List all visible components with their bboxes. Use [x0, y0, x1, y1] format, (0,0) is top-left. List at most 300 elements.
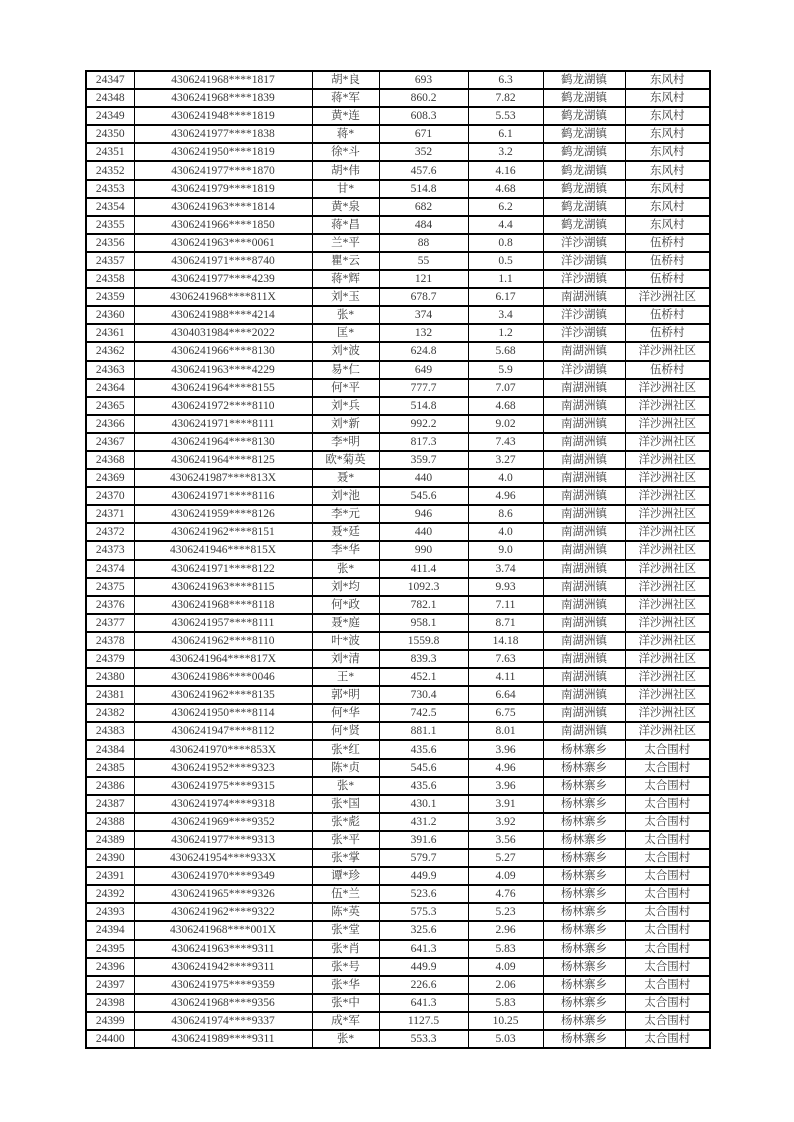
rate-cell: 3.96 — [468, 740, 543, 758]
id-number-cell: 4306241952****9323 — [134, 759, 312, 777]
name-cell: 张* — [312, 1030, 379, 1048]
amount-cell: 121 — [379, 270, 468, 288]
village-cell: 洋沙洲社区 — [625, 523, 710, 541]
serial-cell: 24385 — [86, 759, 134, 777]
town-cell: 南湖洲镇 — [543, 614, 625, 632]
village-cell: 洋沙洲社区 — [625, 614, 710, 632]
name-cell: 刘*波 — [312, 342, 379, 360]
serial-cell: 24361 — [86, 324, 134, 342]
name-cell: 蒋* — [312, 125, 379, 143]
id-number-cell: 4306241970****853X — [134, 740, 312, 758]
rate-cell: 4.4 — [468, 216, 543, 234]
village-cell: 东风村 — [625, 125, 710, 143]
id-number-cell: 4306241942****9311 — [134, 958, 312, 976]
table-row — [86, 415, 710, 433]
table-row — [86, 867, 710, 885]
table-row — [86, 777, 710, 795]
rate-cell: 4.16 — [468, 161, 543, 179]
village-cell: 东风村 — [625, 216, 710, 234]
amount-cell: 958.1 — [379, 614, 468, 632]
town-cell: 南湖洲镇 — [543, 342, 625, 360]
rate-cell: 4.96 — [468, 759, 543, 777]
amount-cell: 579.7 — [379, 849, 468, 867]
rate-cell: 4.68 — [468, 397, 543, 415]
town-cell: 南湖洲镇 — [543, 523, 625, 541]
serial-cell: 24351 — [86, 143, 134, 161]
rate-cell: 7.82 — [468, 89, 543, 107]
id-number-cell: 4306241966****1850 — [134, 216, 312, 234]
name-cell: 张* — [312, 306, 379, 324]
town-cell: 南湖洲镇 — [543, 596, 625, 614]
town-cell: 洋沙湖镇 — [543, 361, 625, 379]
id-number-cell: 4306241989****9311 — [134, 1030, 312, 1048]
village-cell: 太合围村 — [625, 795, 710, 813]
table-row — [86, 216, 710, 234]
id-number-cell: 4306241964****817X — [134, 650, 312, 668]
amount-cell: 946 — [379, 505, 468, 523]
id-number-cell: 4306241957****8111 — [134, 614, 312, 632]
rate-cell: 3.4 — [468, 306, 543, 324]
village-cell: 东风村 — [625, 89, 710, 107]
id-number-cell: 4306241963****1814 — [134, 198, 312, 216]
serial-cell: 24375 — [86, 578, 134, 596]
town-cell: 杨林寨乡 — [543, 885, 625, 903]
village-cell: 太合围村 — [625, 831, 710, 849]
id-number-cell: 4306241950****8114 — [134, 704, 312, 722]
town-cell: 南湖洲镇 — [543, 632, 625, 650]
name-cell: 何*华 — [312, 704, 379, 722]
serial-cell: 24386 — [86, 777, 134, 795]
table-row — [86, 270, 710, 288]
id-number-cell: 4304031984****2022 — [134, 324, 312, 342]
rate-cell: 4.68 — [468, 180, 543, 198]
id-number-cell: 4306241977****9313 — [134, 831, 312, 849]
table-row — [86, 143, 710, 161]
town-cell: 杨林寨乡 — [543, 1030, 625, 1048]
village-cell: 伍桥村 — [625, 234, 710, 252]
town-cell: 南湖洲镇 — [543, 541, 625, 559]
serial-cell: 24381 — [86, 686, 134, 704]
serial-cell: 24366 — [86, 415, 134, 433]
name-cell: 胡*良 — [312, 71, 379, 89]
village-cell: 洋沙洲社区 — [625, 288, 710, 306]
village-cell: 洋沙洲社区 — [625, 686, 710, 704]
name-cell: 张*中 — [312, 994, 379, 1012]
id-number-cell: 4306241962****9322 — [134, 903, 312, 921]
table-row — [86, 831, 710, 849]
table-row — [86, 940, 710, 958]
rate-cell: 4.0 — [468, 523, 543, 541]
rate-cell: 6.75 — [468, 704, 543, 722]
rate-cell: 5.83 — [468, 940, 543, 958]
table-row — [86, 505, 710, 523]
name-cell: 张* — [312, 777, 379, 795]
amount-cell: 457.6 — [379, 161, 468, 179]
table-row — [86, 740, 710, 758]
table-row — [86, 722, 710, 740]
table-row — [86, 596, 710, 614]
town-cell: 洋沙湖镇 — [543, 234, 625, 252]
village-cell: 太合围村 — [625, 994, 710, 1012]
serial-cell: 24354 — [86, 198, 134, 216]
id-number-cell: 4306241972****8110 — [134, 397, 312, 415]
table-row — [86, 759, 710, 777]
amount-cell: 881.1 — [379, 722, 468, 740]
rate-cell: 5.68 — [468, 342, 543, 360]
id-number-cell: 4306241968****1839 — [134, 89, 312, 107]
village-cell: 太合围村 — [625, 976, 710, 994]
table-row — [86, 469, 710, 487]
amount-cell: 440 — [379, 469, 468, 487]
rate-cell: 4.11 — [468, 668, 543, 686]
amount-cell: 990 — [379, 541, 468, 559]
amount-cell: 545.6 — [379, 759, 468, 777]
name-cell: 何*贤 — [312, 722, 379, 740]
table-row — [86, 578, 710, 596]
table-row — [86, 180, 710, 198]
id-number-cell: 4306241987****813X — [134, 469, 312, 487]
rate-cell: 7.63 — [468, 650, 543, 668]
amount-cell: 678.7 — [379, 288, 468, 306]
serial-cell: 24393 — [86, 903, 134, 921]
rate-cell: 7.43 — [468, 433, 543, 451]
id-number-cell: 4306241963****9311 — [134, 940, 312, 958]
amount-cell: 430.1 — [379, 795, 468, 813]
town-cell: 杨林寨乡 — [543, 849, 625, 867]
name-cell: 甘* — [312, 180, 379, 198]
amount-cell: 449.9 — [379, 867, 468, 885]
name-cell: 何*平 — [312, 379, 379, 397]
town-cell: 南湖洲镇 — [543, 487, 625, 505]
village-cell: 伍桥村 — [625, 324, 710, 342]
table-row — [86, 252, 710, 270]
serial-cell: 24373 — [86, 541, 134, 559]
village-cell: 洋沙洲社区 — [625, 487, 710, 505]
name-cell: 黄*泉 — [312, 198, 379, 216]
name-cell: 谭*珍 — [312, 867, 379, 885]
town-cell: 南湖洲镇 — [543, 686, 625, 704]
name-cell: 聂*廷 — [312, 523, 379, 541]
village-cell: 太合围村 — [625, 740, 710, 758]
amount-cell: 682 — [379, 198, 468, 216]
serial-cell: 24384 — [86, 740, 134, 758]
serial-cell: 24378 — [86, 632, 134, 650]
village-cell: 东风村 — [625, 180, 710, 198]
id-number-cell: 4306241962****8110 — [134, 632, 312, 650]
table-row — [86, 885, 710, 903]
table-row — [86, 813, 710, 831]
village-cell: 洋沙洲社区 — [625, 415, 710, 433]
table-row — [86, 994, 710, 1012]
rate-cell: 14.18 — [468, 632, 543, 650]
serial-cell: 24355 — [86, 216, 134, 234]
table-row — [86, 614, 710, 632]
name-cell: 郭*明 — [312, 686, 379, 704]
town-cell: 南湖洲镇 — [543, 505, 625, 523]
amount-cell: 226.6 — [379, 976, 468, 994]
amount-cell: 411.4 — [379, 560, 468, 578]
rate-cell: 0.8 — [468, 234, 543, 252]
town-cell: 鹤龙湖镇 — [543, 89, 625, 107]
rate-cell: 9.93 — [468, 578, 543, 596]
village-cell: 太合围村 — [625, 885, 710, 903]
id-number-cell: 4306241977****1870 — [134, 161, 312, 179]
amount-cell: 671 — [379, 125, 468, 143]
village-cell: 太合围村 — [625, 849, 710, 867]
id-number-cell: 4306241959****8126 — [134, 505, 312, 523]
rate-cell: 9.0 — [468, 541, 543, 559]
village-cell: 太合围村 — [625, 813, 710, 831]
name-cell: 瞿*云 — [312, 252, 379, 270]
serial-cell: 24383 — [86, 722, 134, 740]
village-cell: 洋沙洲社区 — [625, 433, 710, 451]
rate-cell: 4.09 — [468, 958, 543, 976]
serial-cell: 24395 — [86, 940, 134, 958]
name-cell: 刘*新 — [312, 415, 379, 433]
amount-cell: 860.2 — [379, 89, 468, 107]
town-cell: 鹤龙湖镇 — [543, 161, 625, 179]
village-cell: 太合围村 — [625, 777, 710, 795]
name-cell: 张*国 — [312, 795, 379, 813]
serial-cell: 24349 — [86, 107, 134, 125]
name-cell: 蒋*昌 — [312, 216, 379, 234]
town-cell: 洋沙湖镇 — [543, 270, 625, 288]
serial-cell: 24389 — [86, 831, 134, 849]
name-cell: 王* — [312, 668, 379, 686]
village-cell: 洋沙洲社区 — [625, 397, 710, 415]
table-row — [86, 849, 710, 867]
table-row — [86, 71, 710, 89]
table-row — [86, 487, 710, 505]
rate-cell: 3.92 — [468, 813, 543, 831]
id-number-cell: 4306241965****9326 — [134, 885, 312, 903]
village-cell: 伍桥村 — [625, 361, 710, 379]
table-row — [86, 1030, 710, 1048]
name-cell: 刘*玉 — [312, 288, 379, 306]
table-row — [86, 650, 710, 668]
village-cell: 伍桥村 — [625, 306, 710, 324]
amount-cell: 435.6 — [379, 740, 468, 758]
table-row — [86, 107, 710, 125]
serial-cell: 24399 — [86, 1012, 134, 1030]
rate-cell: 3.2 — [468, 143, 543, 161]
amount-cell: 352 — [379, 143, 468, 161]
id-number-cell: 4306241946****815X — [134, 541, 312, 559]
rate-cell: 3.74 — [468, 560, 543, 578]
village-cell: 洋沙洲社区 — [625, 342, 710, 360]
town-cell: 南湖洲镇 — [543, 379, 625, 397]
town-cell: 南湖洲镇 — [543, 397, 625, 415]
name-cell: 聂* — [312, 469, 379, 487]
name-cell: 胡*伟 — [312, 161, 379, 179]
table-row — [86, 306, 710, 324]
name-cell: 张*彪 — [312, 813, 379, 831]
name-cell: 兰*平 — [312, 234, 379, 252]
rate-cell: 8.71 — [468, 614, 543, 632]
village-cell: 太合围村 — [625, 940, 710, 958]
name-cell: 张*掌 — [312, 849, 379, 867]
amount-cell: 553.3 — [379, 1030, 468, 1048]
amount-cell: 545.6 — [379, 487, 468, 505]
amount-cell: 624.8 — [379, 342, 468, 360]
town-cell: 南湖洲镇 — [543, 469, 625, 487]
name-cell: 张*平 — [312, 831, 379, 849]
serial-cell: 24390 — [86, 849, 134, 867]
name-cell: 黄*连 — [312, 107, 379, 125]
town-cell: 杨林寨乡 — [543, 831, 625, 849]
table-body — [86, 71, 710, 1048]
id-number-cell: 4306241963****0061 — [134, 234, 312, 252]
village-cell: 洋沙洲社区 — [625, 560, 710, 578]
serial-cell: 24376 — [86, 596, 134, 614]
name-cell: 叶*波 — [312, 632, 379, 650]
table-row — [86, 668, 710, 686]
table-row — [86, 361, 710, 379]
serial-cell: 24356 — [86, 234, 134, 252]
table-row — [86, 324, 710, 342]
amount-cell: 523.6 — [379, 885, 468, 903]
amount-cell: 431.2 — [379, 813, 468, 831]
rate-cell: 10.25 — [468, 1012, 543, 1030]
serial-cell: 24365 — [86, 397, 134, 415]
id-number-cell: 4306241968****1817 — [134, 71, 312, 89]
serial-cell: 24368 — [86, 451, 134, 469]
village-cell: 洋沙洲社区 — [625, 541, 710, 559]
table-row — [86, 234, 710, 252]
id-number-cell: 4306241948****1819 — [134, 107, 312, 125]
table-row — [86, 523, 710, 541]
name-cell: 伍*兰 — [312, 885, 379, 903]
serial-cell: 24388 — [86, 813, 134, 831]
town-cell: 鹤龙湖镇 — [543, 71, 625, 89]
table-row — [86, 198, 710, 216]
id-number-cell: 4306241954****933X — [134, 849, 312, 867]
rate-cell: 0.5 — [468, 252, 543, 270]
rate-cell: 5.83 — [468, 994, 543, 1012]
town-cell: 杨林寨乡 — [543, 867, 625, 885]
town-cell: 南湖洲镇 — [543, 722, 625, 740]
town-cell: 洋沙湖镇 — [543, 252, 625, 270]
amount-cell: 514.8 — [379, 397, 468, 415]
name-cell: 刘*池 — [312, 487, 379, 505]
name-cell: 张*华 — [312, 976, 379, 994]
rate-cell: 6.3 — [468, 71, 543, 89]
rate-cell: 8.01 — [468, 722, 543, 740]
town-cell: 鹤龙湖镇 — [543, 180, 625, 198]
name-cell: 李*明 — [312, 433, 379, 451]
rate-cell: 2.96 — [468, 921, 543, 939]
rate-cell: 8.6 — [468, 505, 543, 523]
town-cell: 杨林寨乡 — [543, 795, 625, 813]
name-cell: 徐*斗 — [312, 143, 379, 161]
serial-cell: 24359 — [86, 288, 134, 306]
id-number-cell: 4306241986****0046 — [134, 668, 312, 686]
village-cell: 洋沙洲社区 — [625, 451, 710, 469]
table-row — [86, 1012, 710, 1030]
serial-cell: 24400 — [86, 1030, 134, 1048]
rate-cell: 3.27 — [468, 451, 543, 469]
town-cell: 杨林寨乡 — [543, 1012, 625, 1030]
serial-cell: 24374 — [86, 560, 134, 578]
table-row — [86, 288, 710, 306]
village-cell: 洋沙洲社区 — [625, 469, 710, 487]
village-cell: 伍桥村 — [625, 252, 710, 270]
village-cell: 太合围村 — [625, 1012, 710, 1030]
id-number-cell: 4306241974****9337 — [134, 1012, 312, 1030]
name-cell: 刘*兵 — [312, 397, 379, 415]
rate-cell: 3.56 — [468, 831, 543, 849]
rate-cell: 6.2 — [468, 198, 543, 216]
village-cell: 洋沙洲社区 — [625, 668, 710, 686]
serial-cell: 24380 — [86, 668, 134, 686]
amount-cell: 839.3 — [379, 650, 468, 668]
table-row — [86, 958, 710, 976]
rate-cell: 4.96 — [468, 487, 543, 505]
id-number-cell: 4306241950****1819 — [134, 143, 312, 161]
serial-cell: 24353 — [86, 180, 134, 198]
village-cell: 太合围村 — [625, 1030, 710, 1048]
amount-cell: 1559.8 — [379, 632, 468, 650]
serial-cell: 24379 — [86, 650, 134, 668]
village-cell: 太合围村 — [625, 958, 710, 976]
rate-cell: 7.07 — [468, 379, 543, 397]
amount-cell: 1127.5 — [379, 1012, 468, 1030]
id-number-cell: 4306241974****9318 — [134, 795, 312, 813]
rate-cell: 5.03 — [468, 1030, 543, 1048]
serial-cell: 24398 — [86, 994, 134, 1012]
town-cell: 杨林寨乡 — [543, 994, 625, 1012]
name-cell: 刘*均 — [312, 578, 379, 596]
amount-cell: 325.6 — [379, 921, 468, 939]
village-cell: 洋沙洲社区 — [625, 632, 710, 650]
rate-cell: 5.53 — [468, 107, 543, 125]
amount-cell: 132 — [379, 324, 468, 342]
name-cell: 欧*菊英 — [312, 451, 379, 469]
table-row — [86, 704, 710, 722]
amount-cell: 992.2 — [379, 415, 468, 433]
rate-cell: 5.9 — [468, 361, 543, 379]
serial-cell: 24397 — [86, 976, 134, 994]
serial-cell: 24367 — [86, 433, 134, 451]
id-number-cell: 4306241969****9352 — [134, 813, 312, 831]
id-number-cell: 4306241979****1819 — [134, 180, 312, 198]
amount-cell: 55 — [379, 252, 468, 270]
table-row — [86, 921, 710, 939]
serial-cell: 24391 — [86, 867, 134, 885]
rate-cell: 6.17 — [468, 288, 543, 306]
serial-cell: 24382 — [86, 704, 134, 722]
id-number-cell: 4306241962****8151 — [134, 523, 312, 541]
name-cell: 张*堂 — [312, 921, 379, 939]
town-cell: 鹤龙湖镇 — [543, 198, 625, 216]
rate-cell: 6.1 — [468, 125, 543, 143]
id-number-cell: 4306241971****8740 — [134, 252, 312, 270]
id-number-cell: 4306241963****8115 — [134, 578, 312, 596]
amount-cell: 641.3 — [379, 994, 468, 1012]
serial-cell: 24348 — [86, 89, 134, 107]
rate-cell: 2.06 — [468, 976, 543, 994]
table-row — [86, 161, 710, 179]
amount-cell: 608.3 — [379, 107, 468, 125]
rate-cell: 1.1 — [468, 270, 543, 288]
village-cell: 东风村 — [625, 143, 710, 161]
name-cell: 张*肖 — [312, 940, 379, 958]
rate-cell: 6.64 — [468, 686, 543, 704]
amount-cell: 440 — [379, 523, 468, 541]
id-number-cell: 4306241968****001X — [134, 921, 312, 939]
village-cell: 洋沙洲社区 — [625, 505, 710, 523]
id-number-cell: 4306241947****8112 — [134, 722, 312, 740]
